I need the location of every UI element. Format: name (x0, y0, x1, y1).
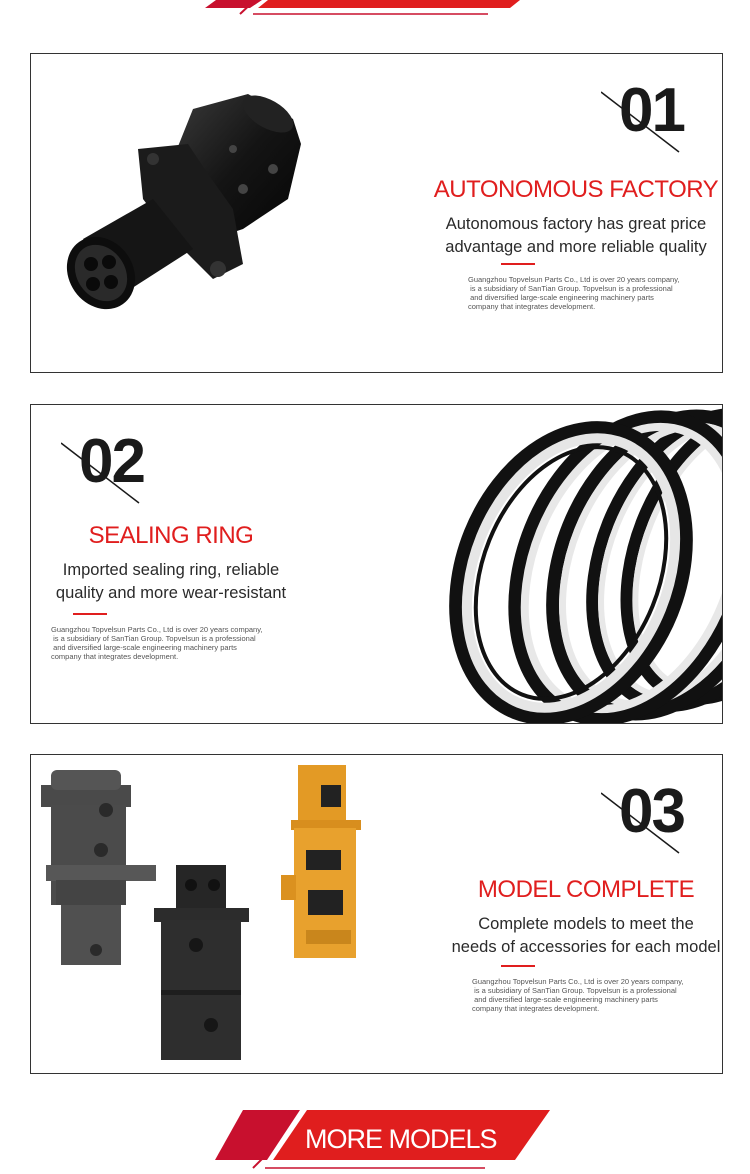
subtitle-line: advantage and more reliable quality (445, 238, 707, 256)
number-badge (61, 429, 171, 509)
more-models-button[interactable] (215, 1110, 550, 1174)
subtitle-line: Complete models to meet the (478, 915, 694, 933)
feature-panel-autonomous-factory (30, 53, 723, 373)
feature-panel-model-complete (30, 754, 723, 1074)
feature-number: 02 (79, 427, 144, 496)
feature-title: SEALING RING (88, 522, 254, 549)
feature-title: AUTONOMOUS FACTORY (433, 176, 719, 203)
sealing-rings-image (401, 405, 723, 724)
subtitle-line: Imported sealing ring, reliable (62, 561, 280, 579)
red-divider (501, 263, 535, 265)
subtitle-line: Autonomous factory has great price (445, 215, 707, 233)
top-banner-decoration (0, 0, 750, 20)
red-divider (501, 965, 535, 967)
feature-description: Guangzhou Topvelsun Parts Co., Ltd is over 20 years company, is a subsidiary of SanTian Group. Topvelsun is a professional and diversified large-scale engineering machinery parts company that integrates development. (468, 275, 680, 311)
red-divider (73, 613, 107, 615)
feature-panel-sealing-ring (30, 404, 723, 724)
subtitle-line: needs of accessories for each model (451, 938, 721, 956)
subtitle-line: quality and more wear-resistant (55, 584, 287, 602)
feature-description: Guangzhou Topvelsun Parts Co., Ltd is over 20 years company, is a subsidiary of SanTian Group. Topvelsun is a professional and diversified large-scale engineering machinery parts company that integrates development. (51, 625, 263, 661)
black-swivel-joint-image (43, 89, 313, 319)
feature-description: Guangzhou Topvelsun Parts Co., Ltd is over 20 years company, is a subsidiary of SanTian Group. Topvelsun is a professional and diversified large-scale engineering machinery parts company that integrates development. (472, 977, 684, 1013)
feature-subtitle (441, 913, 723, 959)
feature-subtitle (31, 559, 311, 605)
more-models-label: MORE MODELS (305, 1124, 497, 1154)
feature-number: 03 (619, 777, 684, 846)
swivel-joint-models-image (36, 760, 376, 1070)
number-badge (601, 777, 711, 861)
number-badge (601, 76, 711, 160)
feature-subtitle (431, 213, 721, 259)
feature-title: MODEL COMPLETE (477, 876, 695, 903)
feature-number: 01 (619, 76, 684, 145)
